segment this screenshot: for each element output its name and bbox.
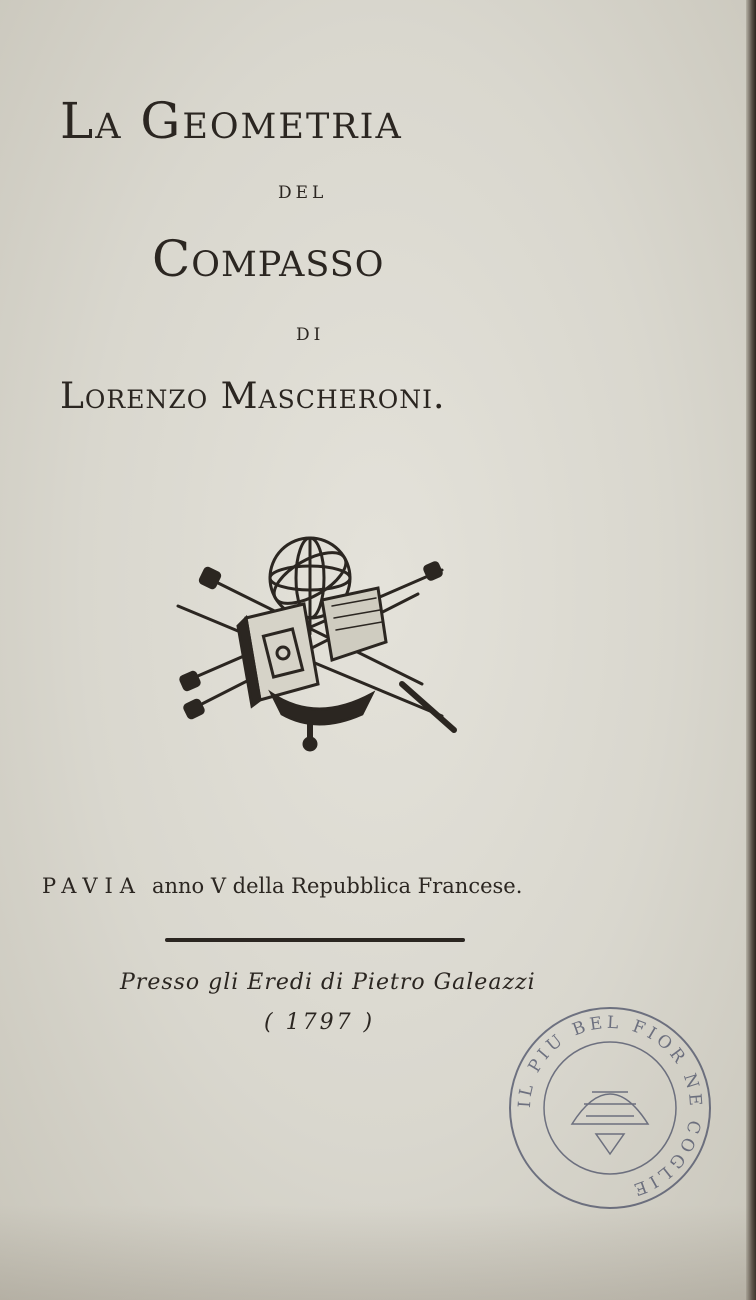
imprint-date: anno V della Repubblica Francese.: [151, 874, 523, 898]
stamp-legend: IL PIU BEL FIOR NE COGLIE: [514, 1012, 706, 1201]
armillary-sphere-book-scrolls-icon: [172, 534, 462, 754]
printer-line: Presso gli Eredi di Pietro Galeazzi: [120, 970, 536, 995]
title-line-3: Compasso: [152, 230, 385, 288]
imprint-city: PAVIA: [42, 874, 142, 898]
book-spine-edge: [746, 0, 756, 1300]
title-line-1: La Geometria: [60, 92, 403, 150]
title-line-4: di: [296, 318, 325, 346]
author-name: Lorenzo Mascheroni.: [60, 376, 446, 417]
library-stamp-icon: [506, 1004, 714, 1212]
page-bottom-shadow: [0, 1205, 756, 1300]
imprint-line: [42, 874, 522, 898]
title-line-2: del: [278, 176, 328, 204]
publication-year: ( 1797 ): [264, 1010, 376, 1035]
ornamental-rule: [165, 938, 465, 942]
